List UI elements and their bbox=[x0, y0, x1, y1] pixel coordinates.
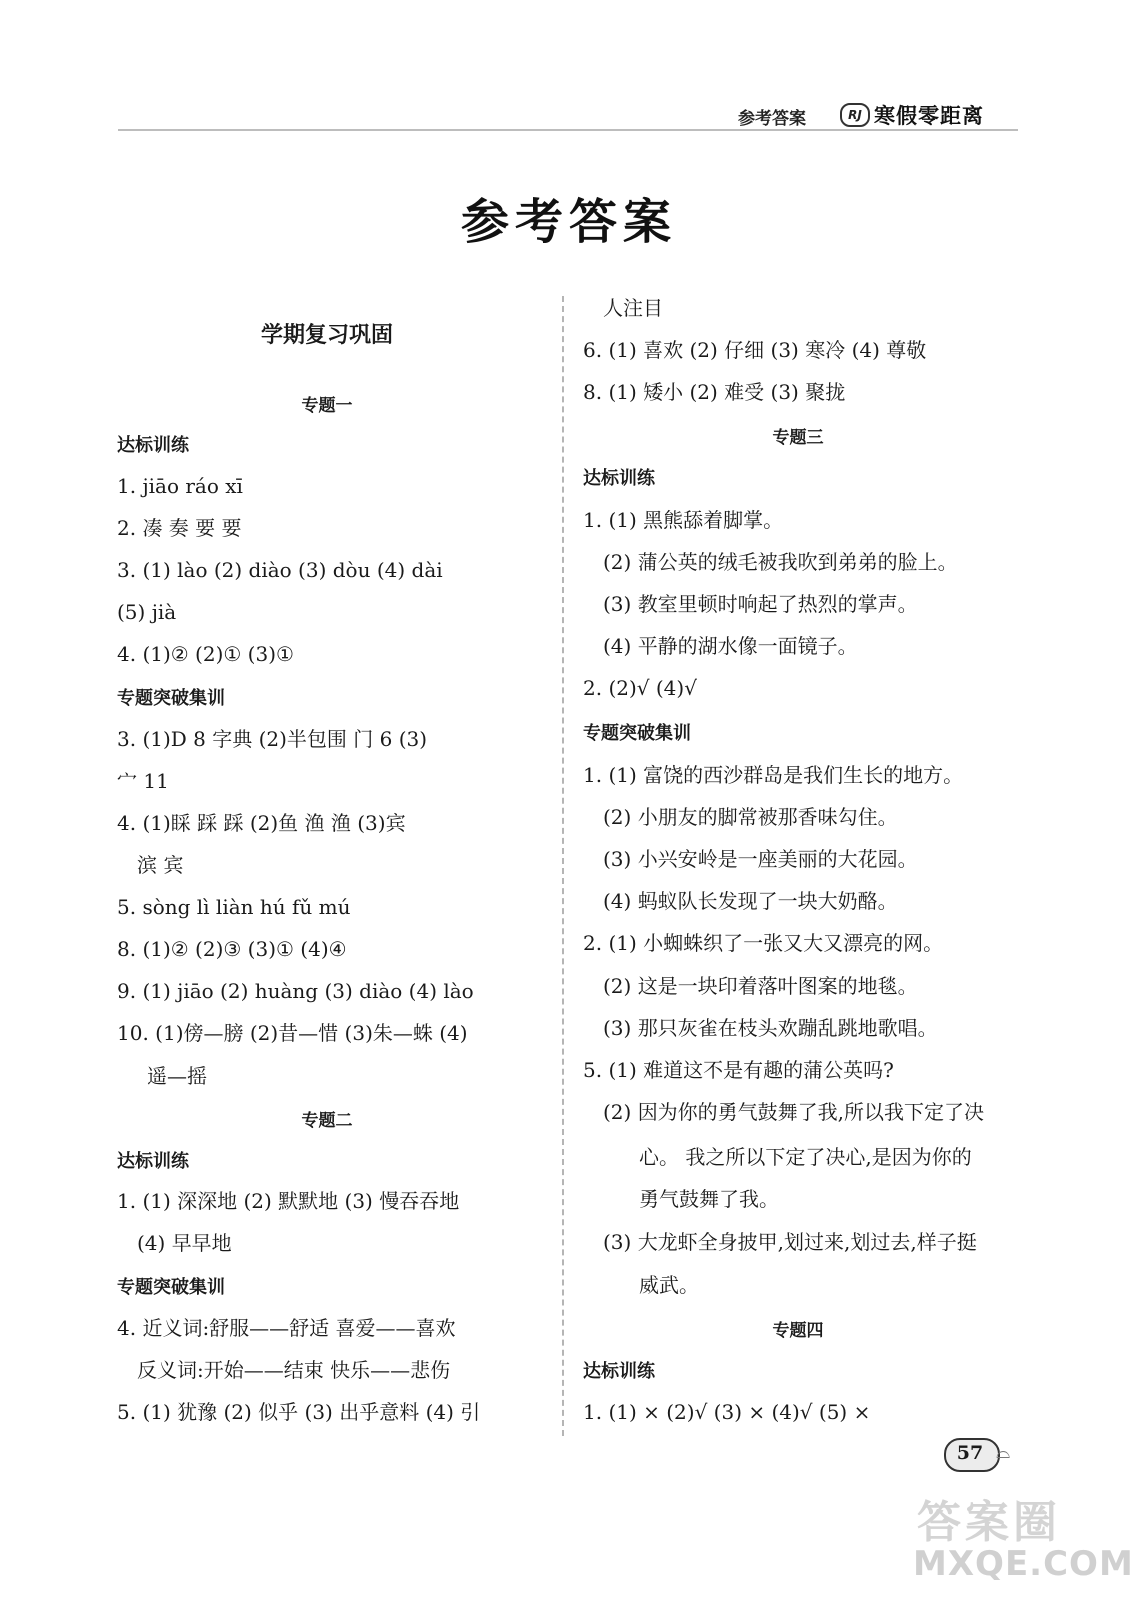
logo-badge: RJ bbox=[840, 103, 870, 127]
answer-line: 遥—摇 bbox=[147, 1064, 207, 1088]
watermark-logo-text: 答案圈 bbox=[917, 1497, 1061, 1548]
answer-line: 8. (1)② (2)③ (3)① (4)④ bbox=[117, 937, 347, 961]
answer-line: 1. (1) 黑熊舔着脚掌。 bbox=[583, 508, 784, 532]
answer-line: 1. (1) 富饶的西沙群岛是我们生长的地方。 bbox=[583, 763, 964, 787]
answer-line: (3) 那只灰雀在枝头欢蹦乱跳地歌唱。 bbox=[603, 1016, 938, 1040]
page-number-badge bbox=[938, 1432, 1018, 1476]
answer-line: 反义词:开始——结束 快乐——悲伤 bbox=[137, 1358, 451, 1382]
answer-line: 6. (1) 喜欢 (2) 仔细 (3) 寒冷 (4) 尊敬 bbox=[583, 338, 927, 362]
subsection-label: 达标训练 bbox=[117, 435, 189, 456]
header-label: 参考答案 bbox=[738, 109, 806, 129]
answer-line: (2) 因为你的勇气鼓舞了我,所以我下定了决 bbox=[603, 1100, 985, 1124]
answer-line: 心。 我之所以下定了决心,是因为你的 bbox=[639, 1145, 972, 1169]
answer-line: 威武。 bbox=[639, 1273, 699, 1297]
watermark-domain: MXQE.COM bbox=[913, 1544, 1134, 1584]
answer-line: (2) 蒲公英的绒毛被我吹到弟弟的脸上。 bbox=[603, 550, 958, 574]
answer-line: (4) 早早地 bbox=[137, 1231, 232, 1255]
page-title: 参考答案 bbox=[460, 194, 677, 250]
answer-line: 8. (1) 矮小 (2) 难受 (3) 聚拢 bbox=[583, 380, 846, 404]
answer-line: 1. (1) × (2)√ (3) × (4)√ (5) × bbox=[583, 1400, 871, 1424]
subsection-label: 达标训练 bbox=[583, 468, 655, 489]
answer-line: 5. (1) 犹豫 (2) 似乎 (3) 出乎意料 (4) 引 bbox=[117, 1400, 481, 1424]
subsection-label: 达标训练 bbox=[583, 1361, 655, 1382]
answer-line: 2. (1) 小蜘蛛织了一张又大又漂亮的网。 bbox=[583, 931, 944, 955]
topic-heading: 专题三 bbox=[772, 428, 824, 448]
answer-line: (3) 教室里顿时响起了热烈的掌声。 bbox=[603, 592, 918, 616]
subsection-label: 专题突破集训 bbox=[117, 688, 225, 709]
answer-line: 3. (1) lào (2) diào (3) dòu (4) dài bbox=[117, 558, 443, 582]
page-header bbox=[0, 98, 1138, 138]
answer-line: 10. (1)傍—膀 (2)昔—惜 (3)朱—蛛 (4) bbox=[117, 1021, 468, 1045]
topic-heading: 专题二 bbox=[301, 1111, 353, 1131]
answer-line: 滨 宾 bbox=[137, 853, 184, 877]
answer-line: (2) 这是一块印着落叶图案的地毯。 bbox=[603, 974, 918, 998]
logo-text: 寒假零距离 bbox=[874, 104, 984, 128]
answer-line: 宀 11 bbox=[117, 769, 169, 793]
answer-line: 5. (1) 难道这不是有趣的蒲公英吗? bbox=[583, 1058, 894, 1082]
topic-heading: 专题一 bbox=[301, 396, 353, 416]
answer-line: (5) jià bbox=[117, 600, 177, 624]
brand-logo bbox=[840, 98, 1020, 128]
section-title: 学期复习巩固 bbox=[260, 322, 393, 348]
answer-line: 4. (1)② (2)① (3)① bbox=[117, 642, 294, 666]
answer-line: 人注目 bbox=[603, 296, 663, 320]
answer-line: 勇气鼓舞了我。 bbox=[639, 1187, 779, 1211]
page-number: 57 bbox=[956, 1442, 984, 1464]
answer-line: 2. (2)√ (4)√ bbox=[583, 676, 697, 700]
answer-line: 1. jiāo ráo xī bbox=[117, 474, 243, 498]
bird-icon: ⌓ bbox=[996, 1442, 1011, 1463]
answer-line: (2) 小朋友的脚常被那香味勾住。 bbox=[603, 805, 898, 829]
answer-line: (4) 平静的湖水像一面镜子。 bbox=[603, 634, 858, 658]
answer-line: 4. (1)睬 踩 踩 (2)鱼 渔 渔 (3)宾 bbox=[117, 811, 406, 835]
subsection-label: 专题突破集训 bbox=[583, 723, 691, 744]
answer-line: 4. 近义词:舒服——舒适 喜爱——喜欢 bbox=[117, 1316, 456, 1340]
subsection-label: 达标训练 bbox=[117, 1151, 189, 1172]
answer-line: 9. (1) jiāo (2) huàng (3) diào (4) lào bbox=[117, 979, 474, 1003]
answer-line: (3) 大龙虾全身披甲,划过来,划过去,样子挺 bbox=[603, 1230, 977, 1254]
subsection-label: 专题突破集训 bbox=[117, 1277, 225, 1298]
answer-line: (4) 蚂蚁队长发现了一块大奶酪。 bbox=[603, 889, 898, 913]
topic-heading: 专题四 bbox=[772, 1321, 824, 1341]
answer-line: 2. 凑 奏 要 要 bbox=[117, 516, 242, 540]
answer-line: 5. sòng lì liàn hú fǔ mú bbox=[117, 895, 351, 919]
answer-line: 1. (1) 深深地 (2) 默默地 (3) 慢吞吞地 bbox=[117, 1189, 460, 1213]
column-divider bbox=[562, 296, 564, 1436]
answer-line: 3. (1)D 8 字典 (2)半包围 门 6 (3) bbox=[117, 727, 428, 751]
watermark bbox=[905, 1482, 1134, 1592]
answer-line: (3) 小兴安岭是一座美丽的大花园。 bbox=[603, 847, 918, 871]
